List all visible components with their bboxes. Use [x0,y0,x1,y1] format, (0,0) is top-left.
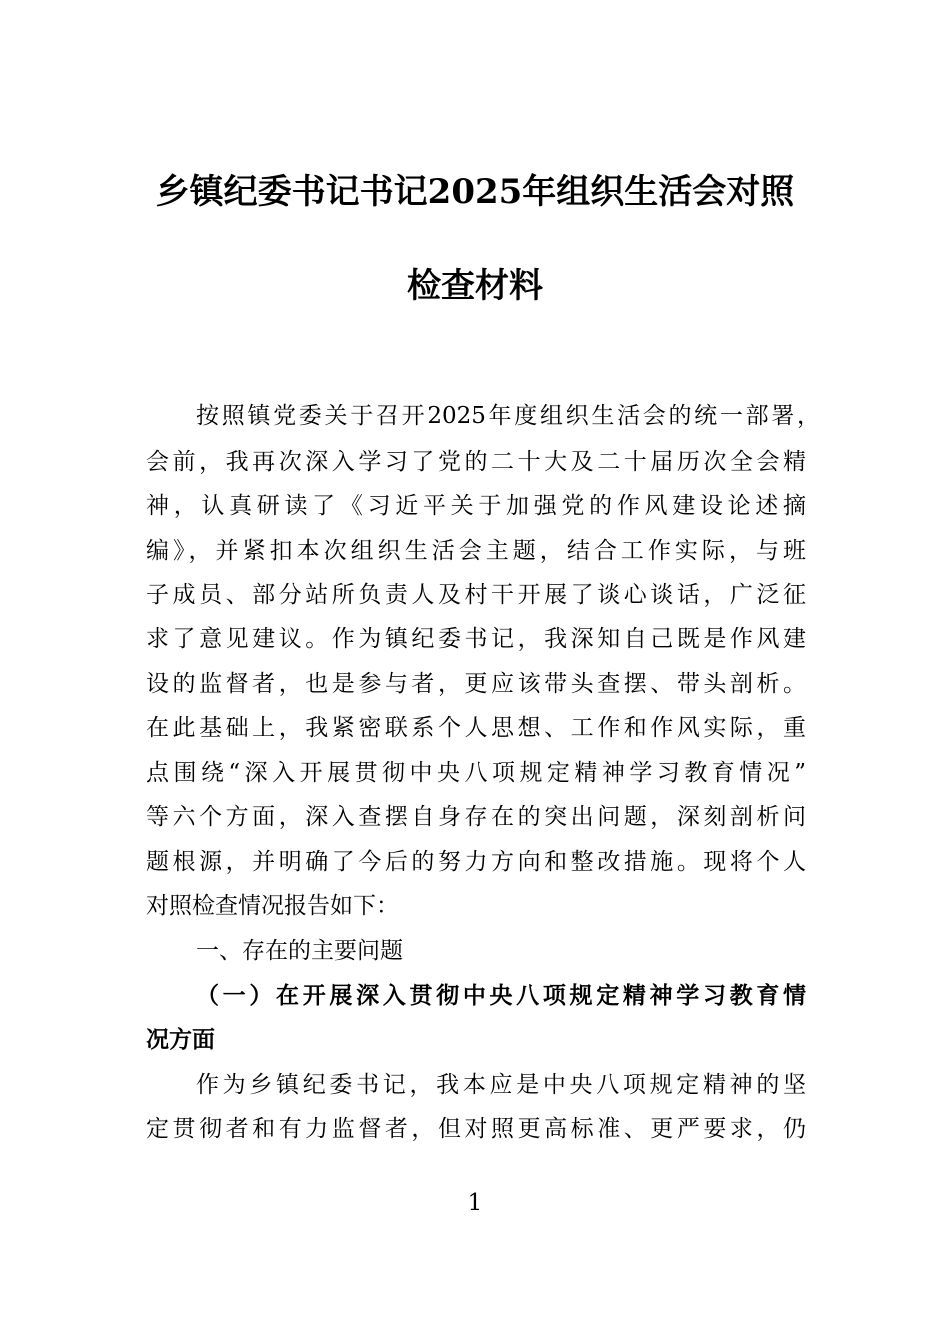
page-number: 1 [467,1190,483,1216]
paragraph-line: 子成员、部分站所负责人及村干开展了谈心谈话，广泛征 [146,582,806,608]
subsection-heading-line: （一）在开展深入贯彻中央八项规定精神学习教育情 [196,982,806,1009]
paragraph-line: 会前，我再次深入学习了党的二十大及二十届历次全会精 [146,449,806,475]
paragraph-line: 对照检查情况报告如下： [146,893,399,919]
paragraph-line: 定贯彻者和有力监督者，但对照更高标准、更严要求，仍 [146,1116,806,1142]
paragraph-line: 作为乡镇纪委书记，我本应是中央八项规定精神的坚 [196,1072,806,1098]
document-title-line-2: 检查材料 [407,266,543,306]
subsection-heading-line: 况方面 [146,1026,215,1053]
paragraph-line: 在此基础上，我紧密联系个人思想、工作和作风实际，重 [146,715,806,741]
paragraph-line: 点围绕“深入开展贯彻中央八项规定精神学习教育情况” [146,760,806,786]
paragraph-line: 题根源，并明确了今后的努力方向和整改措施。现将个人 [146,849,806,875]
document-title-line-1: 乡镇纪委书记书记2025年组织生活会对照 [155,172,795,212]
paragraph-line: 设的监督者，也是参与者，更应该带头查摆、带头剖析。 [146,671,806,697]
paragraph-line: 编》，并紧扣本次组织生活会主题，结合工作实际，与班 [146,538,806,564]
paragraph-line: 按照镇党委关于召开2025年度组织生活会的统一部署， [196,403,820,429]
paragraph-line: 求了意见建议。作为镇纪委书记，我深知自己既是作风建 [146,626,806,652]
paragraph-line: 神，认真研读了《习近平关于加强党的作风建设论述摘 [146,493,806,519]
section-heading: 一、存在的主要问题 [196,938,403,964]
paragraph-line: 等六个方面，深入查摆自身存在的突出问题，深刻剖析问 [146,804,806,830]
